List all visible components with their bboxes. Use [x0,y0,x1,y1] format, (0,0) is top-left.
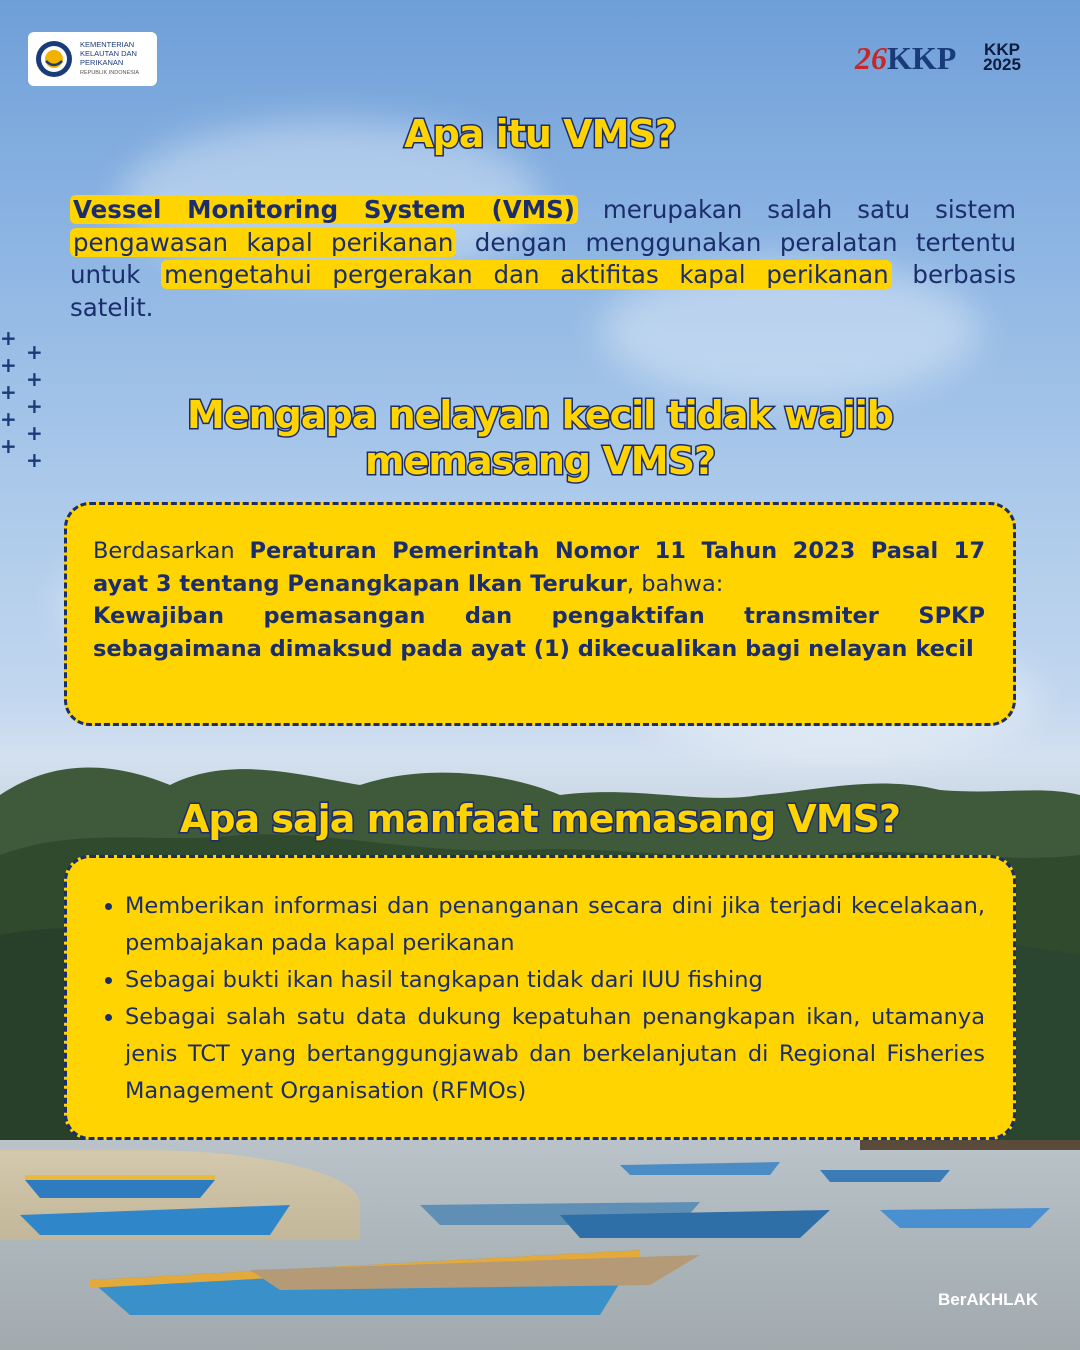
regulation-text: Kewajiban pemasangan dan pengaktifan transmiter SPKP sebagaimana dimaksud pada ayat (1) dikecualikan bagi nelayan kecil [93,603,985,662]
benefits-list [97,888,985,1110]
list-item: • Sebagai salah satu data dukung kepatuhan penangkapan ikan, utamanya jenis TCT yang bertanggungjawab dan berkelanjutan di Regional Fisheries Management Organisation (RFMOs) [125,999,985,1110]
list-item: • Sebagai bukti ikan hasil tangkapan tidak dari IUU fishing [125,962,985,999]
kkp-2025-bottom: 2025 [983,55,1021,74]
kkp-2025-top: KKP [984,40,1020,59]
body-text: merupakan salah satu sistem [577,195,1016,224]
section1-body [70,194,1016,324]
regulation-box [64,502,1016,726]
kkp-2025-logo [970,42,1034,76]
ministry-line1: KEMENTERIAN [80,40,135,49]
highlight-pergerakan: mengetahui pergerakan dan aktifitas kapal perikanan [161,260,892,289]
plus-icon: + [26,421,43,445]
plus-icon: + [0,380,17,404]
body-text: berbasis satelit. [70,260,1017,322]
list-item: • Memberikan informasi dan penanganan secara dini jika terjadi kecelakaan, pembajakan pada kapal perikanan [125,888,985,962]
benefits-box [64,855,1016,1140]
anniversary-text: KKP [887,40,957,76]
highlight-vms: Vessel Monitoring System (VMS) [70,195,578,224]
body-text: dengan menggunakan peralatan tertentu untuk [70,227,1016,289]
plus-icon: + [26,340,43,364]
ministry-logo [28,32,157,86]
plus-icon: + [26,448,43,472]
plus-icon: + [0,326,17,350]
section2-title-line2: memasang VMS? [365,439,715,483]
plus-icon: + [0,353,17,377]
regulation-citation [93,535,985,600]
section1-title: Apa itu VMS? [404,112,676,156]
section2-title-line1: Mengapa nelayan kecil tidak wajib [187,393,893,437]
anniversary-number: 26 [855,40,887,76]
ministry-subtitle: REPUBLIK INDONESIA [80,70,139,76]
highlight-pengawasan: pengawasan kapal perikanan [70,228,456,257]
boats [0,1140,1080,1350]
citation-prefix: Berdasarkan [93,538,250,564]
berakhlak-logo: BerAKHLAK [938,1290,1039,1309]
plus-icon: + [0,434,17,458]
anniversary-logo [855,40,956,77]
section2-title [0,392,1080,484]
section3-title: Apa saja manfaat memasang VMS? [179,797,901,841]
ministry-seal-icon [34,39,74,79]
plus-icon: + [26,367,43,391]
citation-suffix: , bahwa: [626,570,724,597]
ministry-line2: KELAUTAN DAN [80,49,137,58]
plus-icon: + [26,394,43,418]
plus-icon: + [0,407,17,431]
citation-regulation: Peraturan Pemerintah Nomor 11 Tahun 2023 Pasal 17 ayat 3 tentang Penangkapan Ikan Terukur [93,538,985,597]
ministry-line3: PERIKANAN [80,58,124,67]
